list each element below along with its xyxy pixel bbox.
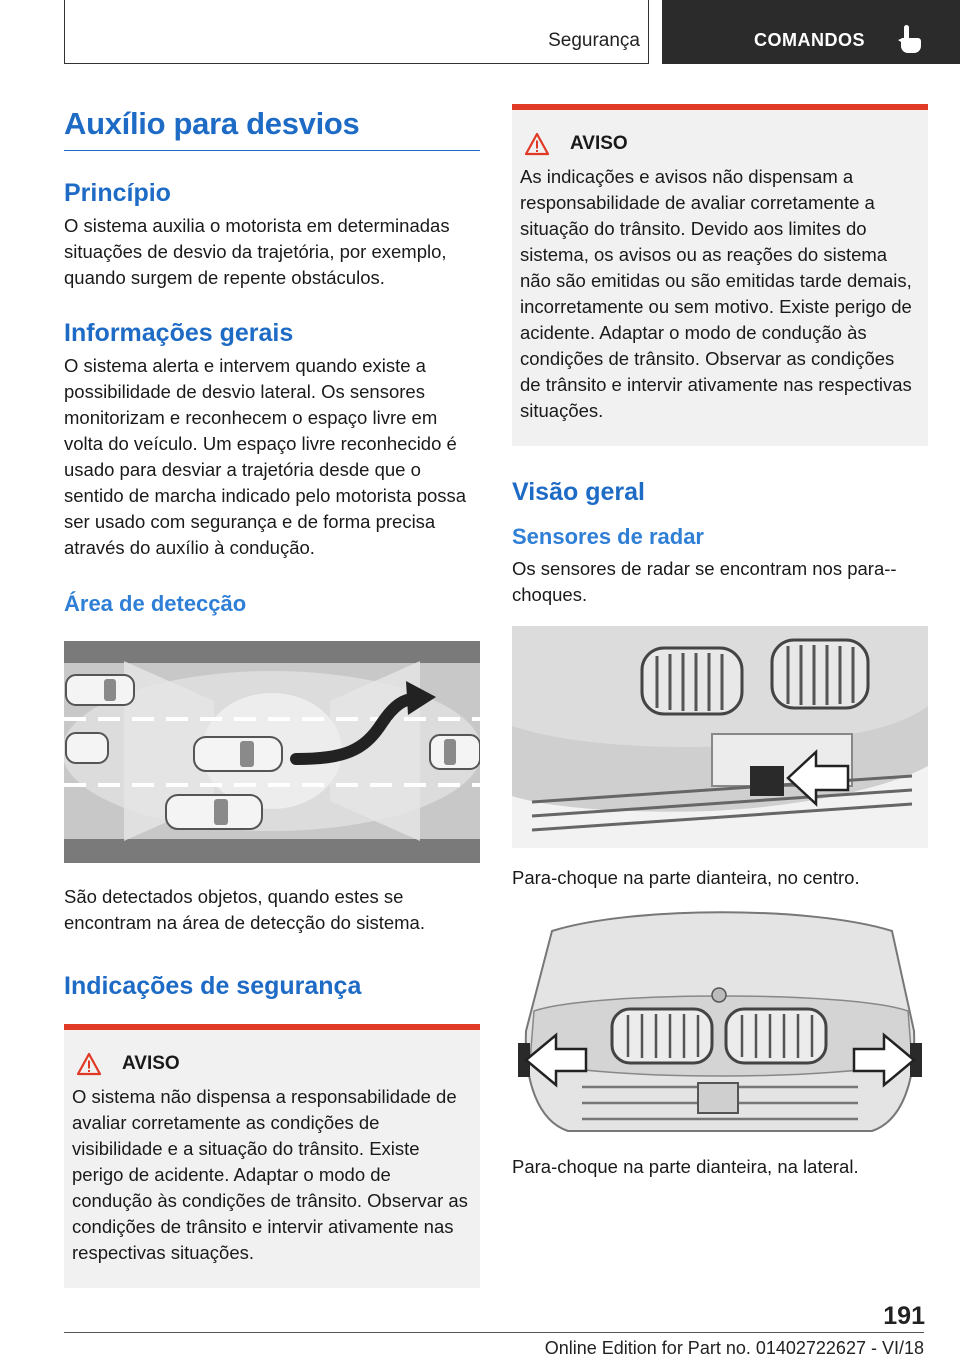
road-detection-diagram <box>64 641 480 863</box>
page-title: Auxílio para desvios <box>64 104 480 151</box>
warning-triangle-icon <box>524 132 550 156</box>
footer-rule <box>64 1332 924 1333</box>
warning-title: AVISO <box>570 133 628 154</box>
header-rule-left <box>64 0 65 64</box>
radar-sensors-heading: Sensores de radar <box>512 524 704 549</box>
chapter-tab-label: COMANDOS <box>754 30 865 50</box>
warning-box-left <box>64 1024 480 1288</box>
overview-heading: Visão geral <box>512 478 645 506</box>
warning-title: AVISO <box>122 1053 180 1074</box>
bumper-side-drawing <box>512 911 928 1137</box>
general-info-heading: Informações gerais <box>64 319 294 347</box>
bumper-center-caption: Para-choque na parte dianteira, no centro. <box>512 867 860 888</box>
edition-footer: Online Edition for Part no. 01402722627 - VI/18 <box>544 1338 924 1358</box>
page-number: 191 <box>883 1302 925 1330</box>
header-section-label: Segurança <box>548 30 640 51</box>
header-rule-divider <box>648 0 649 64</box>
principle-heading: Princípio <box>64 179 171 207</box>
front-bumper-side-illustration <box>512 911 928 1142</box>
detection-area-heading: Área de detecção <box>64 591 247 616</box>
general-info-text: O sistema alerta e intervem quando existe a possibilidade de desvio lateral. Os sensores monitorizam e reconhecem o espaço livre em volta do veículo. Um espaço livre reconhecido é usado para desviar a trajetória desde que o sentido de marcha indicado pelo motorista possa ser usado com segurança e de forma precisa através do auxílio à condução. <box>64 355 467 558</box>
principle-text: O sistema auxilia o motorista em determinadas situações de desvio da trajetória, por exemplo, quando surgem de repente obstáculos. <box>64 215 450 288</box>
safety-heading: Indicações de segurança <box>64 972 362 1000</box>
left-column <box>64 104 480 1288</box>
radar-sensors-text: Os sensores de radar se encontram nos para--choques. <box>512 558 897 605</box>
header-rule-bottom <box>64 63 648 64</box>
warning-triangle-icon <box>76 1052 102 1076</box>
warning-text: O sistema não dispensa a responsabilidade de avaliar corretamente as condições de visibilidade e a situação do trânsito. Existe perigo de acidente. Adaptar o modo de condução às condições de trânsito. Observar as condições de trânsito e intervir ativamente nas respectivas situações. <box>72 1086 468 1263</box>
front-bumper-center-illustration <box>512 626 928 853</box>
bumper-side-caption: Para-choque na parte dianteira, na lateral. <box>512 1156 859 1177</box>
bumper-center-drawing <box>512 626 928 848</box>
right-column <box>512 104 928 1180</box>
warning-text: As indicações e avisos não dispensam a responsabilidade de avaliar corretamente a situação do trânsito. Devido aos limites do sistema, os avisos ou as reações do sistema não são emitidas ou são emitidas tarde demais, incorretamente ou sem motivo. Existe perigo de acidente. Adaptar o modo de condução às condições de trânsito. Observar as condições de trânsito e intervir ativamente nas respectivas situações. <box>520 166 912 421</box>
detection-area-caption: São detectados objetos, quando estes se encontram na área de detecção do sistema. <box>64 886 425 933</box>
pointing-hand-icon <box>896 24 922 54</box>
chapter-tab[interactable] <box>662 0 960 64</box>
warning-box-right <box>512 104 928 446</box>
detection-area-illustration <box>64 641 480 868</box>
